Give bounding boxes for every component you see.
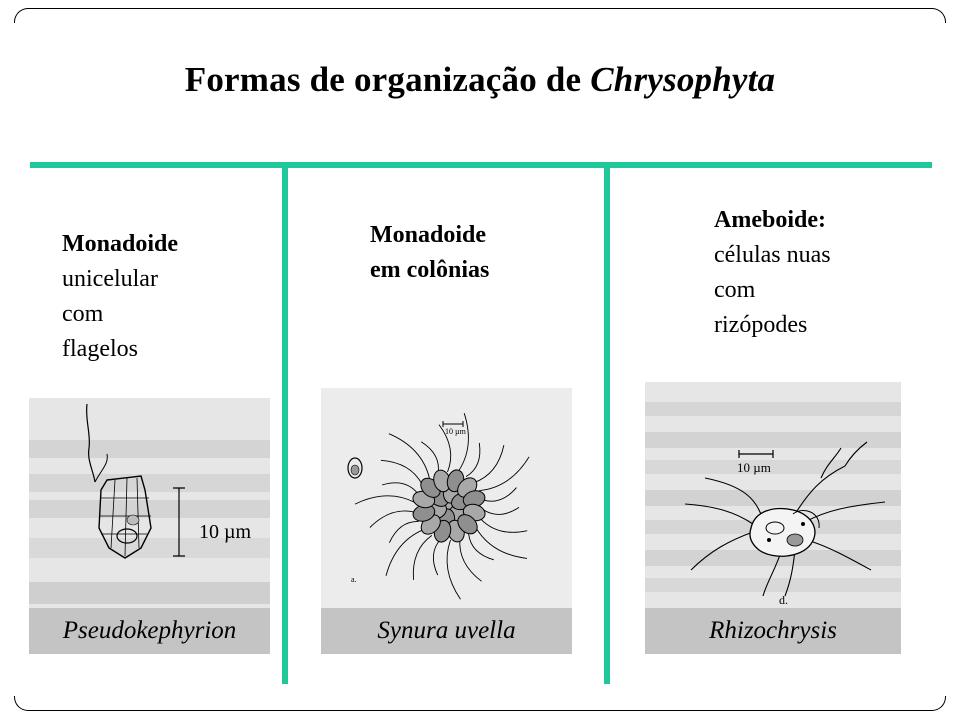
column-3-heading: Ameboide:	[714, 207, 826, 233]
pseudokephyrion-scale-label: 10 µm	[199, 521, 252, 543]
column-2-heading-line-2: em colônias	[370, 257, 490, 283]
caption-pseudokephyrion: Pseudokephyrion	[29, 608, 270, 654]
horizontal-divider	[30, 162, 932, 168]
figure-panel-rhizochrysis	[645, 382, 901, 654]
column-3-line-2: com	[714, 277, 756, 303]
column-3-description	[714, 203, 831, 343]
slide-frame-top	[28, 8, 932, 9]
title-main: Formas de organização de	[184, 60, 591, 99]
column-1-line-2: com	[62, 301, 104, 327]
column-2-heading-line-1: Monadoide	[370, 222, 487, 248]
slide-frame-corner	[931, 8, 946, 23]
slide-frame-corner	[931, 696, 946, 711]
figure-panel-pseudokephyrion	[29, 398, 270, 654]
background-book-text	[645, 402, 901, 592]
column-1-line-1: unicelular	[62, 266, 158, 292]
column-3-line-1: células nuas	[714, 242, 831, 268]
caption-rhizochrysis: Rhizochrysis	[645, 608, 901, 654]
column-1-heading: Monadoide	[62, 231, 179, 257]
title-italic: Chrysophyta	[590, 60, 776, 99]
column-1-description	[62, 227, 178, 367]
figure-panel-synura	[321, 388, 572, 654]
rhizochrysis-illustration	[645, 382, 901, 608]
column-divider-1	[282, 162, 288, 684]
column-3-line-3: rizópodes	[714, 312, 808, 338]
synura-illustration	[321, 388, 572, 608]
slide-title	[0, 60, 960, 100]
slide-frame-corner	[14, 696, 29, 711]
column-1-line-3: flagelos	[62, 336, 138, 362]
slide-frame-bottom	[28, 710, 932, 711]
column-divider-2	[604, 162, 610, 684]
caption-synura: Synura uvella	[321, 608, 572, 654]
rhizochrysis-scale-label: 10 µm	[737, 460, 771, 475]
column-2-description	[370, 218, 489, 288]
synura-figure-letter: a.	[351, 575, 357, 584]
slide-frame-corner	[14, 8, 29, 23]
rhizochrysis-figure-letter: d.	[779, 593, 788, 607]
pseudokephyrion-illustration	[29, 398, 270, 608]
synura-scale-label: 10 µm	[445, 427, 466, 436]
